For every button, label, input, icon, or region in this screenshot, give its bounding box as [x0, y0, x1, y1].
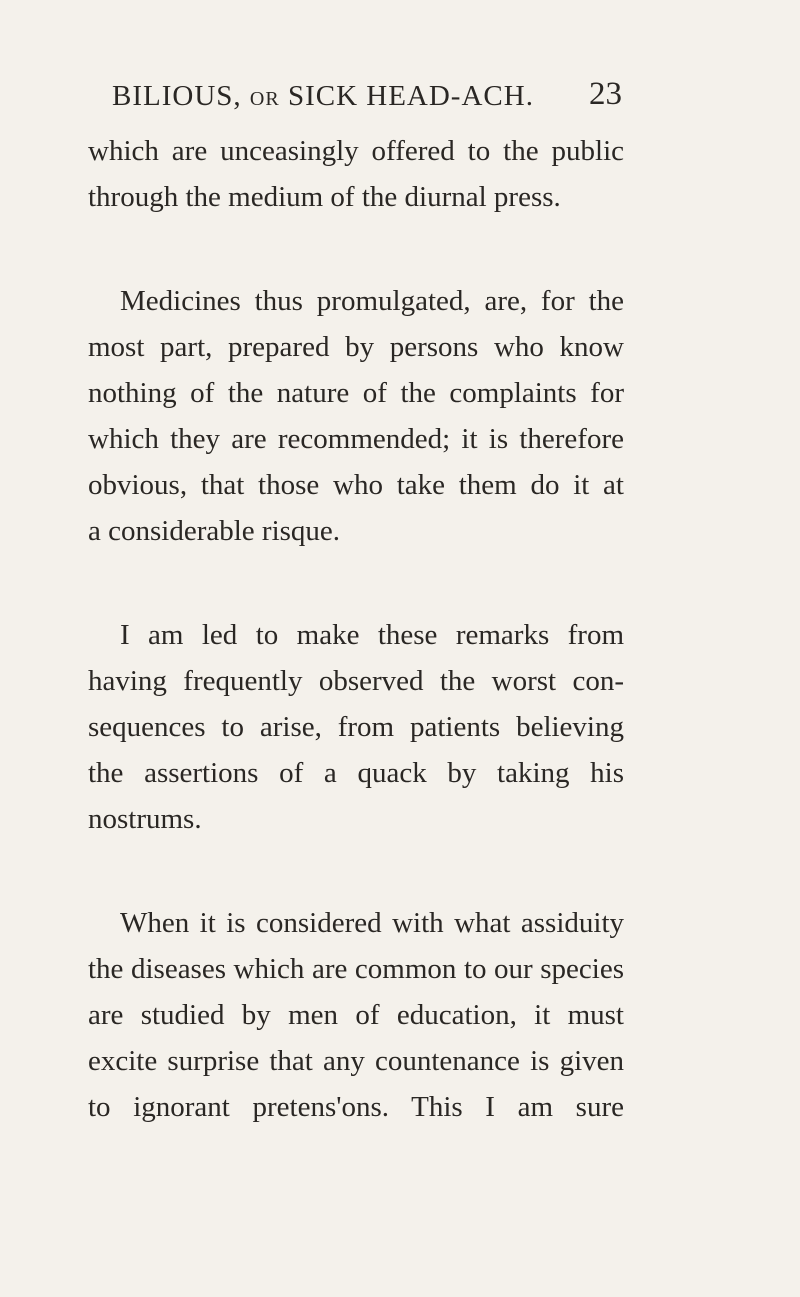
- text-line: are studied by men of education, it must: [88, 999, 624, 1031]
- text-line: through the medium of the diurnal press.: [88, 181, 561, 213]
- text-line: the diseases which are common to our species: [88, 953, 624, 985]
- page-number: 23: [589, 76, 622, 112]
- text-line: sequences to arise, from patients believing: [88, 711, 624, 743]
- text-line: I am led to make these remarks from: [120, 619, 624, 651]
- text-line: to ignorant pretens'ons. This I am sure: [88, 1091, 624, 1123]
- body-text: [88, 128, 624, 1130]
- running-title-part1: BILIOUS,: [112, 80, 250, 112]
- text-line: which are unceasingly offered to the public: [88, 135, 624, 167]
- paragraph-gap: [88, 842, 624, 900]
- paragraph-2: [88, 278, 624, 554]
- paragraph-1: [88, 128, 624, 220]
- text-line: which they are recommended; it is therefore: [88, 423, 624, 455]
- text-line: having frequently observed the worst con-: [88, 665, 624, 697]
- paragraph-4: [88, 900, 624, 1130]
- text-line: obvious, that those who take them do it at: [88, 469, 624, 501]
- text-line: nothing of the nature of the complaints for: [88, 377, 624, 409]
- running-title-part2: SICK HEAD-ACH.: [279, 80, 534, 112]
- paragraph-3: [88, 612, 624, 842]
- running-title-or: OR: [249, 88, 280, 110]
- text-line: a considerable risque.: [88, 515, 341, 547]
- text-line: When it is considered with what assiduity: [120, 907, 624, 939]
- text-line: most part, prepared by persons who know: [88, 331, 624, 363]
- text-line: excite surprise that any countenance is given: [88, 1045, 624, 1077]
- running-title: [112, 80, 534, 113]
- running-head: [112, 76, 622, 116]
- text-line: Medicines thus promulgated, are, for the: [120, 285, 624, 317]
- text-line: nostrums.: [88, 803, 202, 835]
- paragraph-gap: [88, 554, 624, 612]
- paragraph-gap: [88, 220, 624, 278]
- text-line: the assertions of a quack by taking his: [88, 757, 624, 789]
